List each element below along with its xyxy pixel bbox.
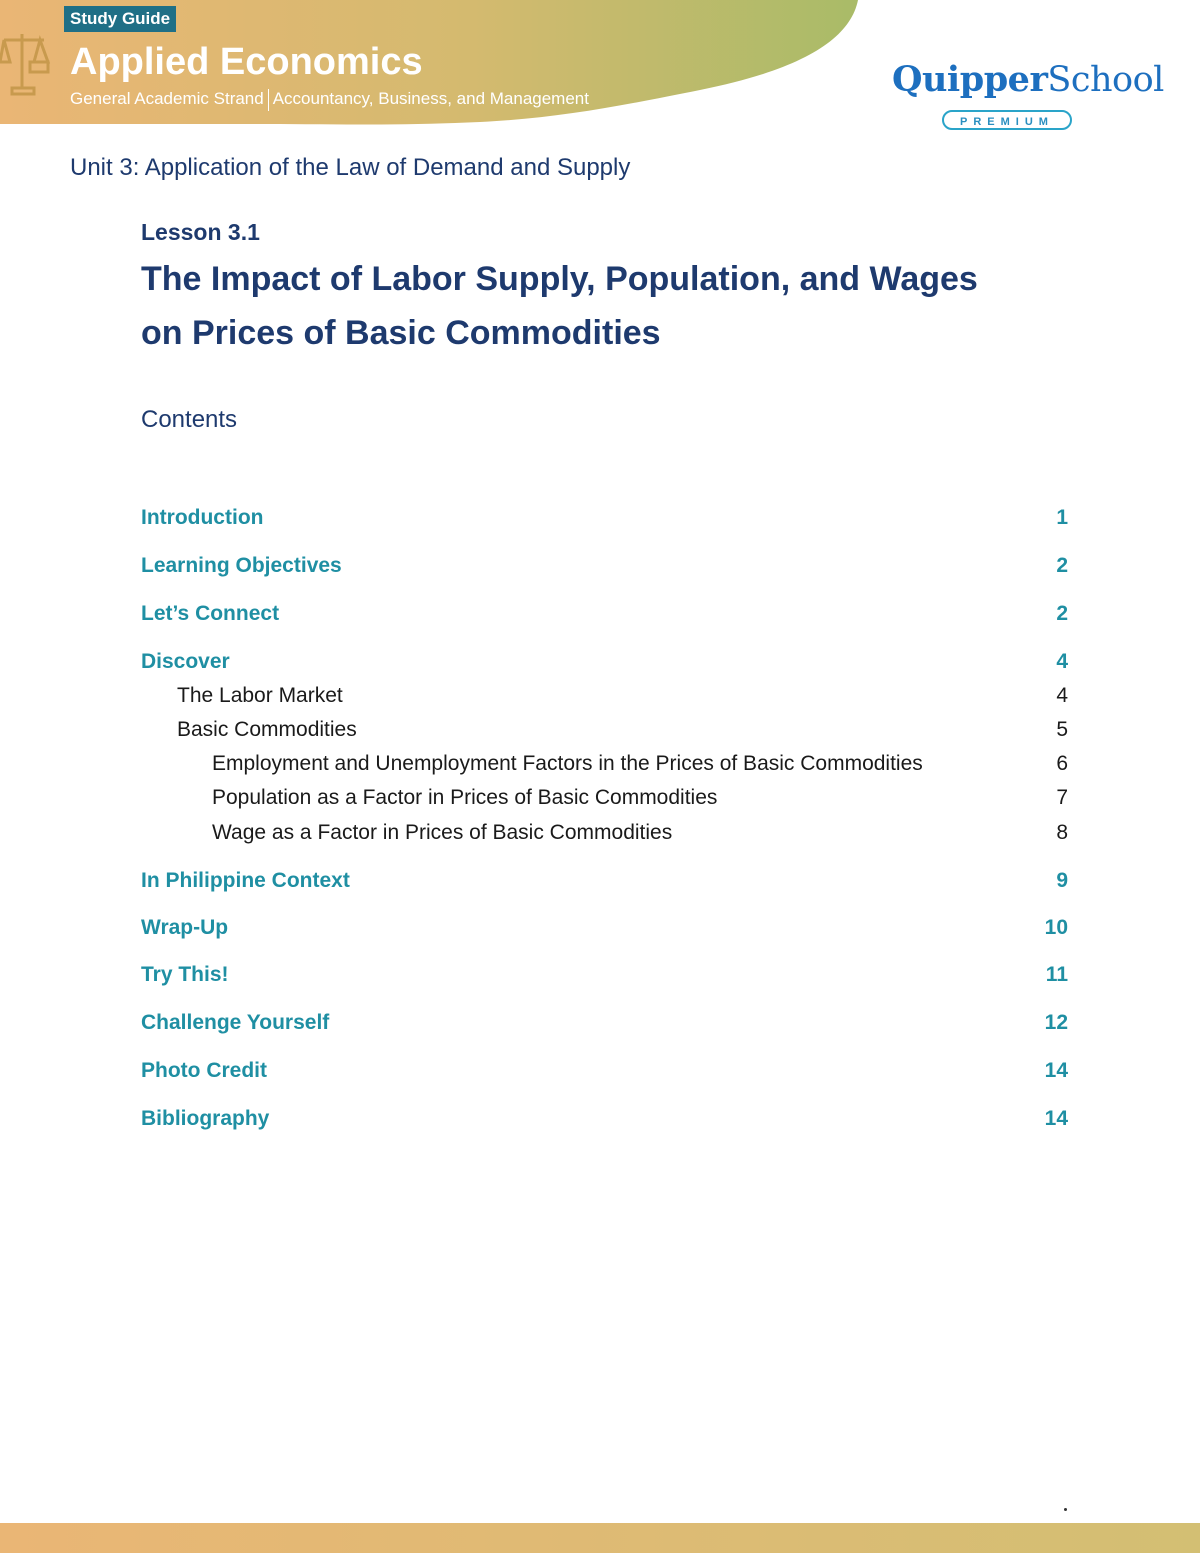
toc-entry-page: 5 — [1056, 718, 1068, 741]
toc-entry-page: 2 — [1056, 602, 1068, 625]
study-guide-badge: Study Guide — [64, 6, 176, 32]
toc-entry[interactable] — [141, 913, 1068, 943]
toc-entry[interactable] — [141, 960, 1068, 990]
toc-entry-label: Discover — [141, 650, 230, 673]
toc-entry[interactable] — [141, 1104, 1068, 1134]
toc-entry[interactable] — [141, 1008, 1068, 1038]
toc-entry-page: 6 — [1056, 752, 1068, 775]
toc-entry[interactable] — [141, 503, 1068, 533]
scale-icon — [0, 28, 56, 98]
lesson-label: Lesson 3.1 — [141, 219, 260, 245]
toc-entry-label: Population as a Factor in Prices of Basic Commodities — [212, 786, 718, 809]
toc-entry-page: 11 — [1045, 963, 1068, 986]
lesson-title-line1: The Impact of Labor Supply, Population, and Wages — [141, 260, 978, 298]
footer-bar — [0, 1523, 1200, 1553]
toc-entry-label: In Philippine Context — [141, 869, 350, 892]
toc-entry[interactable] — [141, 866, 1068, 896]
toc-entry-page: 1 — [1056, 506, 1068, 529]
premium-tag: PREMIUM — [942, 110, 1072, 130]
subject-title: Applied Economics — [70, 41, 423, 83]
toc-entry-page: 10 — [1044, 916, 1068, 939]
toc-entry-label: The Labor Market — [177, 684, 343, 707]
toc-entry-label: Introduction — [141, 506, 264, 529]
toc-entry-label: Let’s Connect — [141, 602, 280, 625]
toc-entry-page: 4 — [1056, 684, 1068, 707]
toc-entry[interactable] — [141, 1056, 1068, 1086]
toc-entry-page: 14 — [1044, 1059, 1068, 1082]
toc-entry[interactable] — [177, 715, 1068, 745]
toc-entry-label: Challenge Yourself — [141, 1011, 330, 1034]
logo-quipper: Quipper — [892, 59, 1048, 100]
toc-entry-label: Basic Commodities — [177, 718, 357, 741]
toc-entry[interactable] — [212, 818, 1068, 848]
toc-entry[interactable] — [141, 599, 1068, 629]
toc-entry-label: Wrap-Up — [141, 916, 229, 939]
toc-entry-page: 14 — [1044, 1107, 1068, 1130]
toc-entry-page: 12 — [1044, 1011, 1068, 1034]
lesson-title-line2: on Prices of Basic Commodities — [141, 314, 661, 352]
lesson-title — [141, 252, 1081, 360]
quipper-school-logo — [892, 58, 1164, 134]
toc-entry-page: 7 — [1056, 786, 1068, 809]
unit-title: Unit 3: Application of the Law of Demand and Supply — [70, 154, 631, 181]
toc-entry[interactable] — [212, 749, 1068, 779]
toc-entry-label: Wage as a Factor in Prices of Basic Commodities — [212, 821, 673, 844]
strand-divider — [268, 89, 269, 111]
toc-entry-page: 2 — [1056, 554, 1068, 577]
toc-entry[interactable] — [141, 551, 1068, 581]
toc-entry[interactable] — [141, 647, 1068, 677]
toc-entry-page: 8 — [1056, 821, 1068, 844]
toc-entry-label: Bibliography — [141, 1107, 270, 1130]
strand-general: General Academic Strand — [70, 89, 264, 108]
toc-entry-label: Employment and Unemployment Factors in the Prices of Basic Commodities — [212, 752, 923, 775]
toc-entry[interactable] — [177, 681, 1068, 711]
toc-entry-page: 4 — [1056, 650, 1068, 673]
contents-heading: Contents — [141, 406, 238, 433]
toc-entry-label: Photo Credit — [141, 1059, 267, 1082]
toc-entry-label: Learning Objectives — [141, 554, 342, 577]
logo-school: School — [1047, 60, 1164, 100]
toc-entry-page: 9 — [1056, 869, 1068, 892]
strand-track: Accountancy, Business, and Management — [272, 89, 589, 108]
page-dot — [1064, 1508, 1067, 1511]
toc-entry-label: Try This! — [141, 963, 229, 986]
strand-line — [70, 88, 589, 111]
toc-entry[interactable] — [212, 783, 1068, 813]
